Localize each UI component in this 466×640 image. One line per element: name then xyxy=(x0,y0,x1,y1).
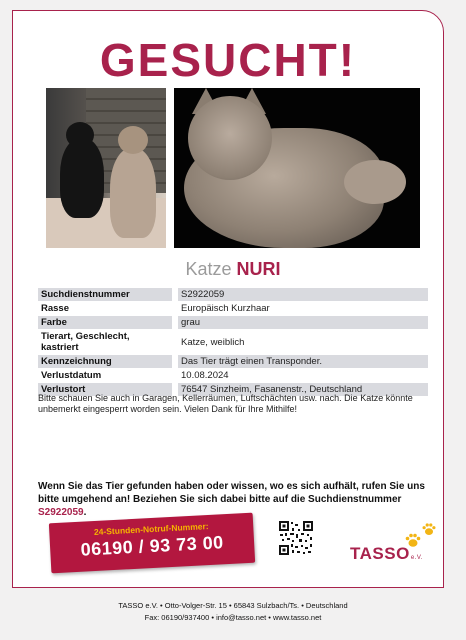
pet-title xyxy=(0,259,466,280)
tasso-logo xyxy=(350,544,423,564)
detail-label: Rasse xyxy=(38,302,175,316)
detail-label: Kennzeichnung xyxy=(38,355,175,369)
table-row xyxy=(38,302,428,316)
detail-value: Europäisch Kurzhaar xyxy=(175,302,428,316)
detail-value: Das Tier trägt einen Transponder. xyxy=(175,355,428,369)
photo-cat-nuri xyxy=(174,88,420,248)
footer xyxy=(0,600,466,624)
detail-label: Verlustdatum xyxy=(38,369,175,383)
footer-address: TASSO e.V. • Otto-Volger-Str. 15 • 65843 Sulzbach/Ts. • Deutschland xyxy=(118,601,348,610)
table-row xyxy=(38,288,428,302)
pet-name: NURI xyxy=(236,259,281,279)
pet-species: Katze xyxy=(185,259,232,279)
table-row xyxy=(38,330,428,355)
qr-code[interactable] xyxy=(278,520,314,556)
hotline-banner xyxy=(49,513,255,574)
table-row xyxy=(38,316,428,330)
paw-icon xyxy=(421,521,437,537)
cta-text: Wenn Sie das Tier gefunden haben oder wissen, wo es sich aufhält, rufen Sie uns bitte umgehend an! Beziehen Sie sich dabei bitte auf die Suchdienstnummer xyxy=(38,481,425,505)
headline: GESUCHT! xyxy=(99,34,357,86)
hotline-number[interactable]: 06190 / 93 73 00 xyxy=(80,532,225,560)
footer-contact[interactable]: Fax: 06190/937400 • info@tasso.net • www.tasso.net xyxy=(144,613,322,622)
detail-value: Katze, weiblich xyxy=(175,330,428,355)
detail-value: S2922059 xyxy=(175,288,428,302)
logo-suffix: e.V. xyxy=(410,555,423,561)
logo-name: TASSO xyxy=(350,544,410,563)
search-notice: Bitte schauen Sie auch in Garagen, Kellerräumen, Luftschächten usw. nach. Die Katze könnte unbemerkt eingesperrt worden sein. Vielen Dank für Ihre Mithilfe! xyxy=(38,393,413,414)
cta-end: . xyxy=(83,507,87,518)
table-row xyxy=(38,369,428,383)
detail-value: 10.08.2024 xyxy=(175,369,428,383)
detail-value: 76547 Sinzheim, Fasanenstr., Deutschland xyxy=(175,383,428,397)
photo-two-cats xyxy=(46,88,166,248)
detail-value: grau xyxy=(175,316,428,330)
cta-search-code: S2922059 xyxy=(38,507,84,518)
detail-label: Tierart, Geschlecht, kastriert xyxy=(38,330,175,355)
detail-label: Suchdienstnummer xyxy=(38,288,175,302)
details-table xyxy=(38,288,428,397)
detail-label: Farbe xyxy=(38,316,175,330)
detail-label: Verlustort xyxy=(38,383,175,397)
table-row xyxy=(38,355,428,369)
hotline-label: 24-Stunden-Notruf-Nummer: xyxy=(93,521,209,538)
